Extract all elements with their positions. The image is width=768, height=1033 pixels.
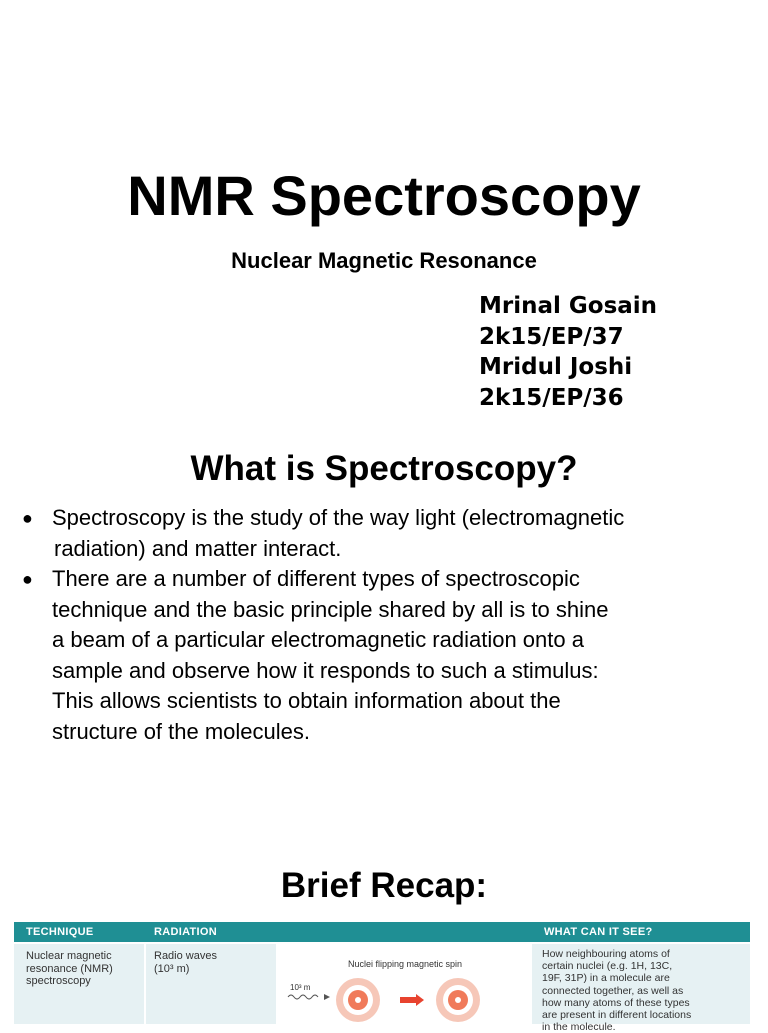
cell-line: how many atoms of these types (542, 996, 690, 1009)
cell-line: connected together, as well as (542, 984, 684, 997)
cell-line: 19F, 31P) in a molecule are (542, 972, 670, 985)
list-item (18, 564, 758, 747)
bullet-line: structure of the molecules. (52, 718, 311, 744)
table-cell-what (532, 944, 750, 1033)
author-line: 2k15/EP/37 (479, 323, 624, 350)
bullet-icon: ● (22, 508, 33, 528)
cell-line: How neighbouring atoms of (542, 948, 670, 960)
author-line: Mrinal Gosain (479, 293, 658, 319)
nucleus-right-icon (436, 978, 480, 1022)
cell-line: (10³ m) (154, 962, 190, 975)
bullet-line: This allows scientists to obtain information about the (52, 688, 561, 713)
cell-line: certain nuclei (e.g. 1H, 13C, (542, 960, 673, 973)
list-item (18, 503, 758, 564)
cell-line: Nuclear magnetic (26, 950, 112, 962)
author-line: Mridul Joshi (479, 354, 633, 380)
bullet-line: technique and the basic principle shared by all is to shine (52, 596, 609, 622)
page-title: NMR Spectroscopy (127, 164, 641, 227)
bullet-line: radiation) and matter interact. (54, 535, 342, 561)
bullet-line: a beam of a particular electromagnetic radiation onto a (52, 627, 584, 652)
table-header (14, 922, 750, 942)
diagram-caption: Nuclei flipping magnetic spin (348, 959, 463, 969)
nuclei-spin-diagram (278, 944, 530, 1024)
recap-table (14, 922, 750, 1033)
arrow-icon (400, 994, 424, 1006)
cell-line: spectroscopy (26, 975, 91, 987)
cell-line: are present in different locations (542, 1009, 692, 1022)
table-cell-technique (14, 944, 144, 1024)
author-line: 2k15/EP/36 (479, 384, 624, 411)
section-heading-spectroscopy: What is Spectroscopy? (190, 449, 578, 488)
cell-line: resonance (NMR) (26, 962, 113, 975)
section-heading-recap: Brief Recap: (280, 866, 488, 905)
wave-label: 10³ m (290, 983, 311, 992)
table-header-radiation: RADIATION (154, 926, 217, 938)
bullet-line: sample and observe how it responds to such a stimulus: (52, 657, 599, 683)
cell-line: Radio waves (154, 950, 217, 962)
wave-icon (288, 995, 318, 999)
cell-line: in the molecule. (542, 1021, 616, 1033)
table-cell-radiation (146, 944, 276, 1024)
table-header-what: WHAT CAN IT SEE? (544, 926, 653, 938)
bullet-list (18, 503, 758, 747)
nucleus-left-icon (336, 978, 380, 1022)
table-cell-diagram (278, 944, 530, 1024)
authors-block (479, 291, 657, 413)
bullet-icon: ● (22, 569, 33, 589)
table-header-technique: TECHNIQUE (26, 926, 94, 938)
bullet-line: Spectroscopy is the study of the way light (electromagnetic (52, 505, 625, 530)
page-subtitle: Nuclear Magnetic Resonance (231, 248, 537, 273)
bullet-line: There are a number of different types of spectroscopic (52, 566, 580, 591)
